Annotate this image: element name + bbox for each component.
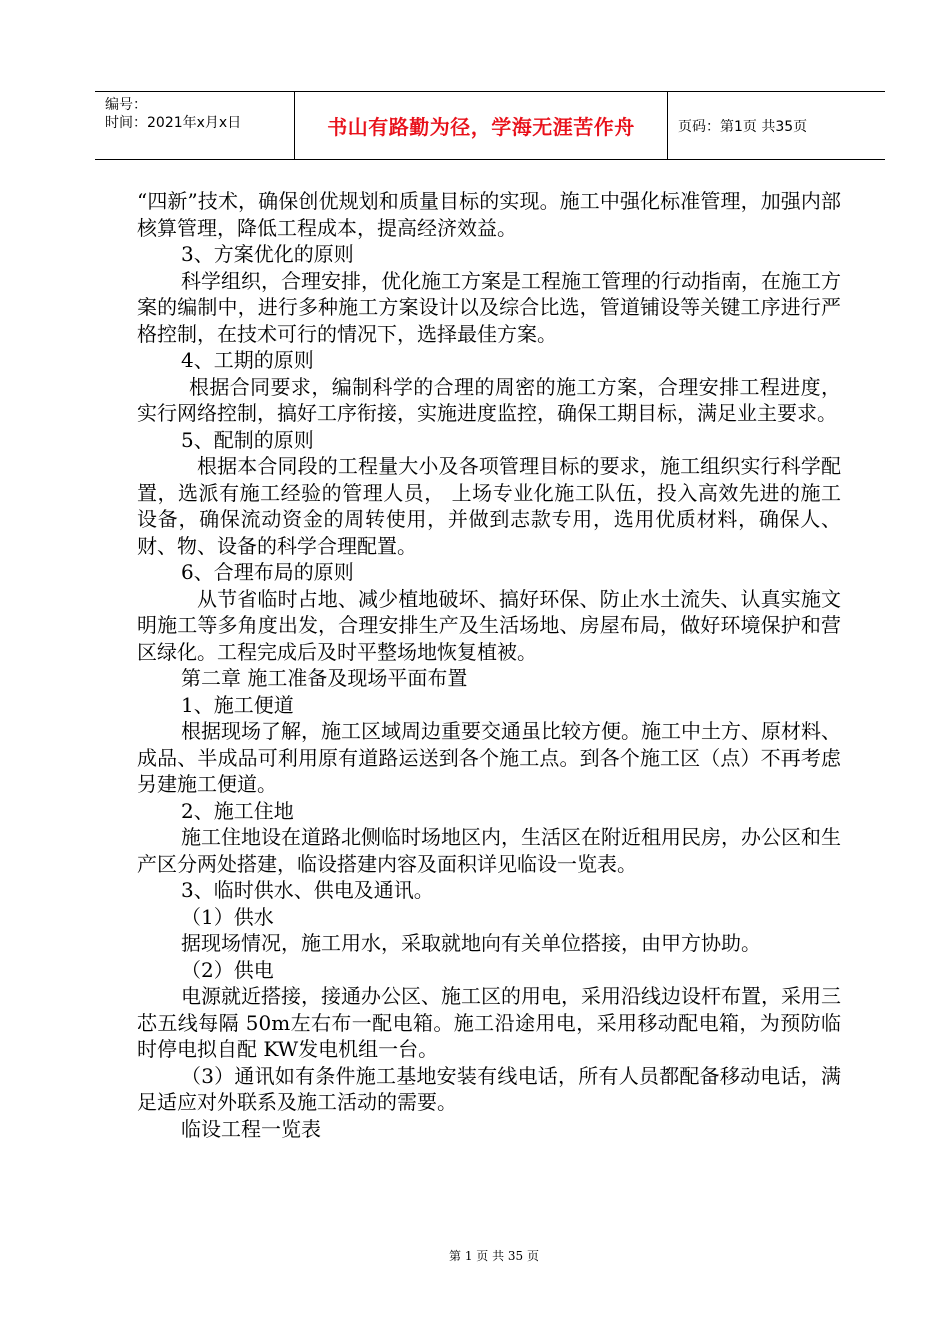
body-paragraph: 5、配制的原则 bbox=[181, 427, 314, 452]
body-paragraph: 4、工期的原则 bbox=[181, 348, 314, 372]
body-paragraph: 电源就近搭接，接通办公区、施工区的用电，采用沿线边设杆布置，采用三芯五线每隔 50m左右布一配电箱。施工沿途用电，采用移动配电箱，为预防临时停电拟自配 KW发电机组一台。 bbox=[137, 984, 841, 1061]
document-body bbox=[137, 188, 841, 1142]
body-paragraph: 施工住地设在道路北侧临时场地区内，生活区在附近租用民房，办公区和生产区分两处搭建，临设搭建内容及面积详见临设一览表。 bbox=[137, 825, 841, 876]
body-paragraph: 科学组织，合理安排，优化施工方案是工程施工管理的行动指南，在施工方案的编制中，进行多种施工方案设计以及综合比选，管道铺设等关键工序进行严格控制，在技术可行的情况下，选择最佳方案。 bbox=[137, 268, 841, 346]
body-paragraph: 第二章 施工准备及现场平面布置 bbox=[181, 666, 468, 690]
page-header bbox=[95, 91, 885, 160]
body-paragraph: 6、合理布局的原则 bbox=[181, 560, 354, 584]
body-paragraph: 根据现场了解，施工区域周边重要交通虽比较方便。施工中土方、原材料、成品、半成品可利用原有道路运送到各个施工点。到各个施工区（点）不再考虑另建施工便道。 bbox=[137, 719, 841, 796]
body-paragraph: （2）供电 bbox=[181, 957, 274, 982]
body-paragraph: 根据合同要求，编制科学的合理的周密的施工方案，合理安排工程进度，实行网络控制，搞好工序衔接，实施进度监控，确保工期目标，满足业主要求。 bbox=[137, 374, 841, 425]
body-paragraph: 3、临时供水、供电及通讯。 bbox=[181, 878, 434, 902]
body-paragraph: 据现场情况，施工用水，采取就地向有关单位搭接，由甲方协助。 bbox=[181, 931, 761, 955]
page-footer: 第 1 页 共 35 页 bbox=[449, 1249, 539, 1263]
body-paragraph: 2、施工住地 bbox=[181, 798, 294, 823]
header-page-code: 页码：第1页 共35页 bbox=[678, 118, 808, 135]
header-motto: 书山有路勤为径，学海无涯苦作舟 bbox=[295, 92, 668, 159]
body-paragraph: 3、方案优化的原则 bbox=[181, 242, 354, 266]
time-label: 时间：2021年x月x日 bbox=[105, 115, 242, 131]
body-paragraph: 1、施工便道 bbox=[181, 692, 294, 717]
number-label: 编号： bbox=[105, 97, 147, 113]
body-paragraph: 从节省临时占地、减少植地破坏、搞好环保、防止水土流失、认真实施文明施工等多角度出发，合理安排生产及生活场地、房屋布局，做好环境保护和营区绿化。工程完成后及时平整场地恢复植被。 bbox=[137, 586, 841, 664]
body-paragraph: 临设工程一览表 bbox=[181, 1116, 321, 1141]
body-paragraph: 根据本合同段的工程量大小及各项管理目标的要求，施工组织实行科学配置，选派有施工经验的管理人员， 上场专业化施工队伍，投入高效先进的施工设备，确保流动资金的周转使用，并做到志款专用，选用优质材料，确保人、财、物、设备的科学合理配置。 bbox=[137, 454, 841, 558]
header-meta bbox=[95, 92, 295, 159]
body-paragraph: （1）供水 bbox=[181, 904, 274, 929]
body-paragraph: （3）通讯如有条件施工基地安装有线电话，所有人员都配备移动电话，满足适应对外联系及施工活动的需要。 bbox=[137, 1063, 841, 1114]
body-paragraph: “四新”技术，确保创优规划和质量目标的实现。施工中强化标准管理，加强内部核算管理，降低工程成本，提高经济效益。 bbox=[137, 189, 841, 240]
